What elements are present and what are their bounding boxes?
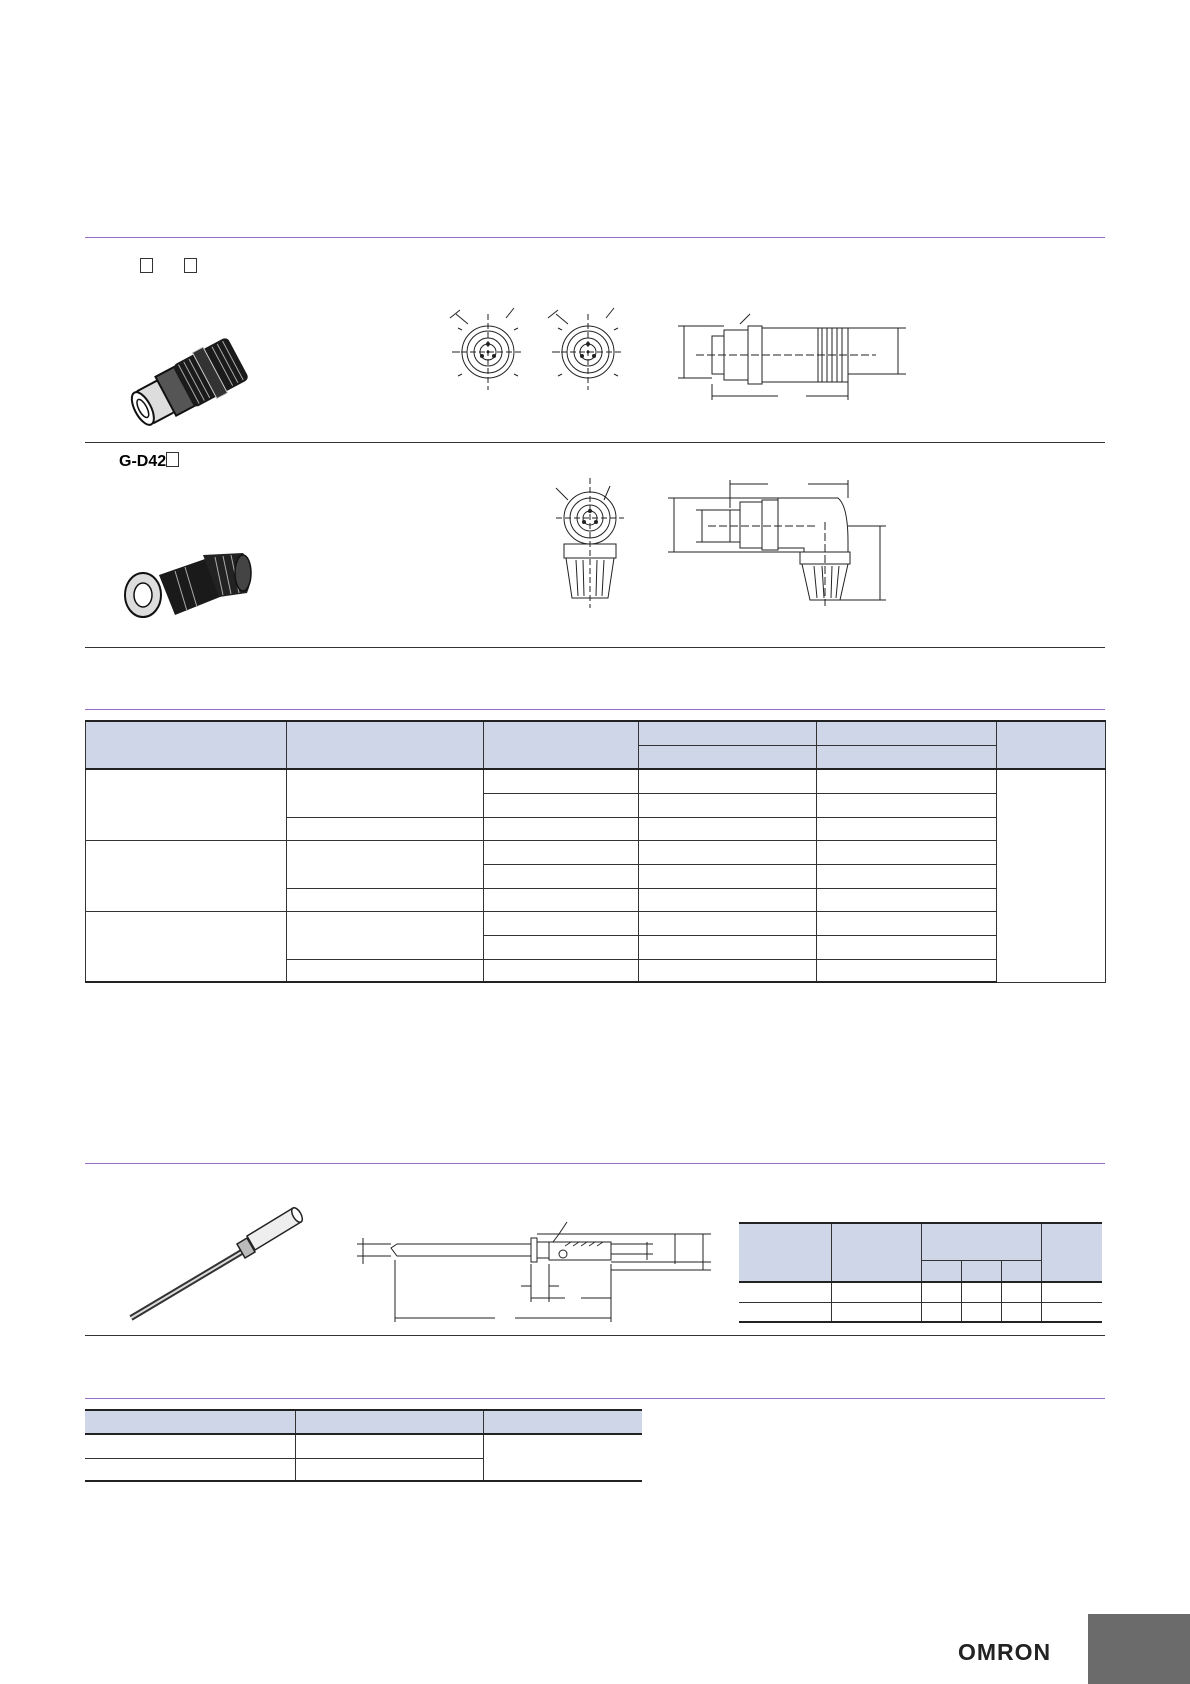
table-row — [739, 1302, 1102, 1322]
table-cell — [817, 959, 997, 982]
blank-box-icon — [166, 452, 179, 467]
table-header-cell — [921, 1260, 961, 1282]
table-cell — [739, 1282, 831, 1302]
table-cell — [1001, 1282, 1041, 1302]
table-header-cell — [86, 721, 287, 769]
table-header-cell — [817, 721, 997, 745]
table-header-cell — [286, 721, 483, 769]
table-cell — [86, 769, 287, 840]
table-cell — [286, 817, 483, 840]
table-row — [86, 769, 1106, 793]
table-cell — [639, 769, 817, 793]
table-header-cell — [483, 1410, 642, 1434]
straight-front-view-drawing — [448, 300, 638, 390]
table-cell — [921, 1282, 961, 1302]
table-cell — [639, 959, 817, 982]
table-cell — [817, 769, 997, 793]
table-cell — [483, 769, 639, 793]
section-divider — [85, 1335, 1105, 1336]
table-header-row — [85, 1410, 642, 1434]
table-header-cell — [817, 745, 997, 769]
table-cell — [483, 959, 639, 982]
table-cell — [817, 888, 997, 911]
omron-logo: OMRON — [958, 1639, 1052, 1665]
table-header-cell — [739, 1223, 831, 1282]
section-divider-top — [85, 237, 1105, 238]
contact-pin-table — [739, 1222, 1102, 1323]
table-row — [86, 840, 1106, 864]
table-cell — [286, 959, 483, 982]
section-divider-violet — [85, 709, 1105, 710]
table-cell — [817, 864, 997, 888]
table-cell — [483, 888, 639, 911]
table-cell — [483, 793, 639, 817]
table-header-cell — [639, 745, 817, 769]
right-angle-connector-photo — [115, 535, 265, 625]
table-header-row — [86, 721, 1106, 745]
table-header-cell — [639, 721, 817, 745]
blank-box-icon — [184, 258, 197, 273]
table-header-cell — [921, 1223, 1041, 1260]
table-cell — [295, 1434, 483, 1458]
table-cell — [483, 840, 639, 864]
contact-pin-photo — [125, 1200, 305, 1325]
table-cell — [639, 840, 817, 864]
section-divider — [85, 647, 1105, 648]
table-cell — [1041, 1282, 1102, 1302]
table-cell — [817, 911, 997, 935]
table-cell — [639, 817, 817, 840]
table-cell — [817, 793, 997, 817]
straight-model-placeholder — [140, 258, 197, 277]
table-header-row — [739, 1223, 1102, 1260]
table-cell — [286, 888, 483, 911]
table-cell — [85, 1434, 295, 1458]
section-divider-violet — [85, 1398, 1105, 1399]
table-header-cell — [483, 721, 639, 769]
table-row — [739, 1282, 1102, 1302]
table-header-cell — [1041, 1223, 1102, 1282]
table-header-cell — [85, 1410, 295, 1434]
right-angle-front-view-drawing — [550, 478, 630, 608]
table-cell — [639, 793, 817, 817]
table-cell — [86, 911, 287, 982]
table-cell — [86, 840, 287, 911]
table-row — [86, 911, 1106, 935]
section-divider-violet — [85, 1163, 1105, 1164]
table-cell — [639, 911, 817, 935]
table-cell — [483, 911, 639, 935]
blank-box-icon — [140, 258, 153, 273]
table-cell — [817, 817, 997, 840]
table-cell — [817, 840, 997, 864]
table-cell — [739, 1302, 831, 1322]
table-header-cell — [831, 1223, 921, 1282]
section-divider — [85, 442, 1105, 443]
table-cell — [831, 1282, 921, 1302]
model-label-text: G-D42 — [119, 453, 167, 470]
table-cell — [639, 864, 817, 888]
table-cell — [961, 1302, 1001, 1322]
table-header-cell — [961, 1260, 1001, 1282]
straight-side-view-drawing — [676, 312, 916, 402]
table-cell — [483, 1434, 642, 1481]
straight-connector-photo — [115, 325, 265, 430]
table-header-cell — [997, 721, 1106, 769]
table-cell — [1041, 1302, 1102, 1322]
table-cell — [286, 840, 483, 888]
table-cell — [295, 1458, 483, 1481]
table-cell — [483, 935, 639, 959]
table-cell — [997, 769, 1106, 982]
table-cell — [961, 1282, 1001, 1302]
table-cell — [831, 1302, 921, 1322]
table-cell — [85, 1458, 295, 1481]
table-header-cell — [295, 1410, 483, 1434]
connector-spec-table — [85, 720, 1106, 983]
table-cell — [483, 864, 639, 888]
page-tab — [1088, 1614, 1190, 1684]
table-cell — [286, 769, 483, 817]
table-header-cell — [1001, 1260, 1041, 1282]
table-cell — [639, 888, 817, 911]
right-angle-model-label — [119, 452, 179, 471]
table-cell — [483, 817, 639, 840]
table-cell — [817, 935, 997, 959]
table-cell — [286, 911, 483, 959]
accessory-table — [85, 1409, 642, 1482]
contact-pin-drawing — [355, 1218, 715, 1328]
table-cell — [639, 935, 817, 959]
table-cell — [1001, 1302, 1041, 1322]
table-row — [85, 1434, 642, 1458]
right-angle-side-view-drawing — [668, 472, 898, 607]
table-cell — [921, 1302, 961, 1322]
